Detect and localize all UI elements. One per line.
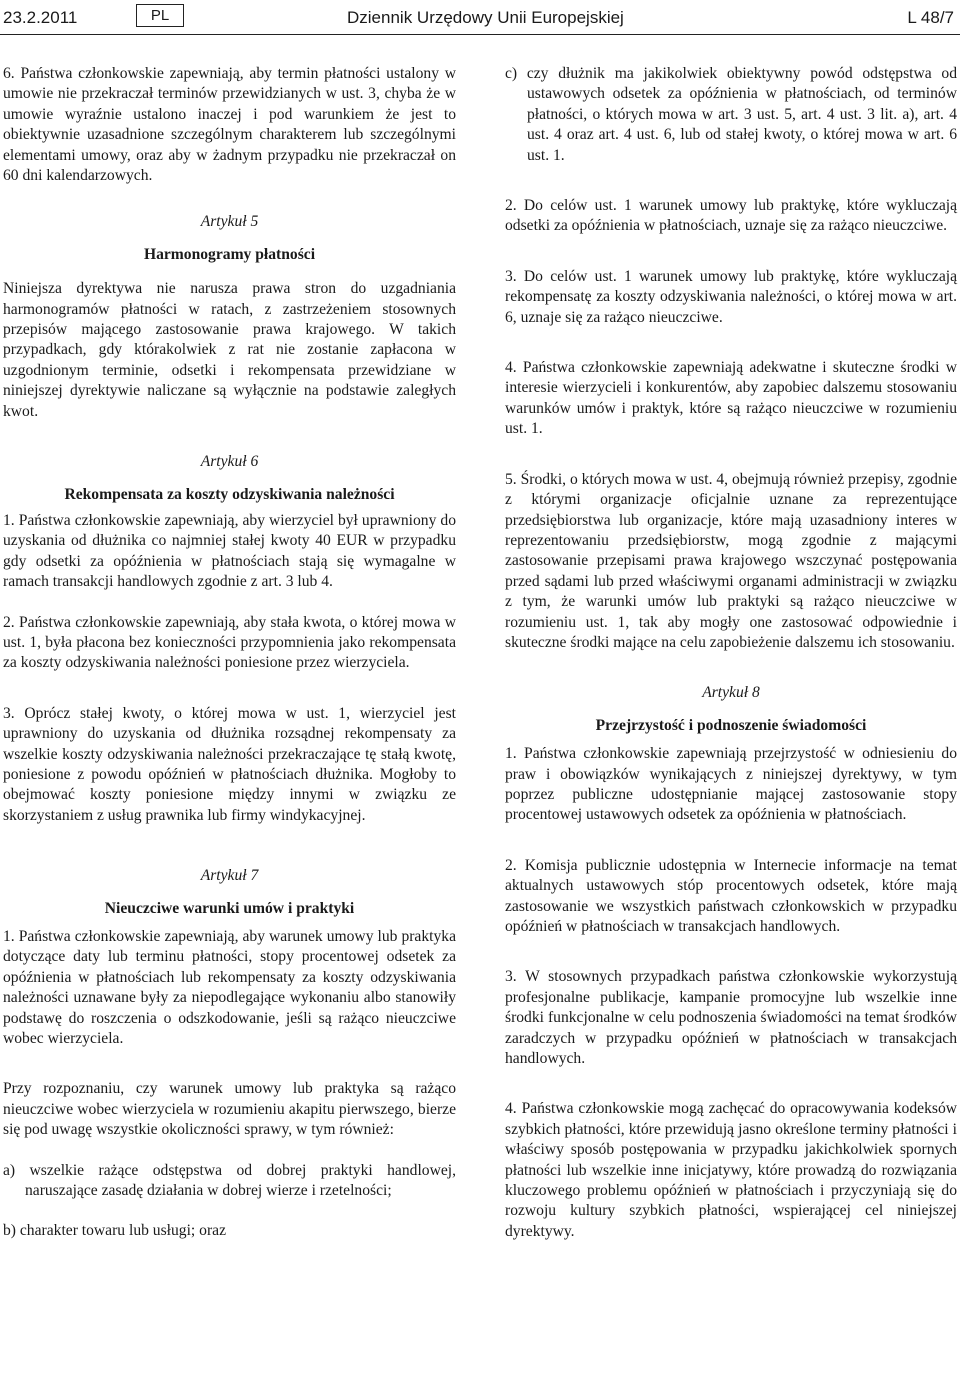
article-5-number: Artykuł 5 (200, 213, 259, 231)
article-8-paragraph-4: 4. Państwa członkowskie mogą zachęcać do opracowywania kodeksów szybkich płatności, które przewidują jasno określone terminy płatności i właściwy sposób postępowania w przypadku jakichkolwiek spornych płatności lub wszelkie inne inicjatywy, które prowadzą do rozwiązania kluczowego problemu opóźnień w płatnościach i przyczyniają się do rozwoju kultury szybkich płatności, wspierającej cel niniejszej dyrektywy. (505, 1100, 957, 1240)
article-5-paragraph: Niniejsza dyrektywa nie narusza prawa stron do uzgadniania harmonogramów płatności w ratach, z zastrzeżeniem stosownych przepisów mającego zastosowanie prawa krajowego. W takich przypadkach, gdy którakolwiek z rat nie zostanie zapłacona w uzgodnionym terminie, odsetki i rekompensata przewidziane w niniejszej dyrektywie naliczane są wyłącznie na podstawie zaległych kwot. (3, 280, 456, 420)
article-7-item-a: a) wszelkie rażące odstępstwa od dobrej praktyki handlowej, naruszające zasadę działania w dobrej wierze i rzetelności; (3, 1161, 456, 1200)
page-number: L 48/7 (907, 8, 954, 27)
left-column (3, 64, 456, 1242)
article-6-paragraph-1: 1. Państwa członkowskie zapewniają, aby wierzyciel był uprawniony do uzyskania od dłużnika co najmniej stałej kwoty 40 EUR w przypadku gdy odsetki za opóźnienia w płatnościach stają się wymagalne w ramach transakcji handlowych zgodnie z art. 3 lub 4. (3, 511, 456, 591)
article-6-paragraph-3: 3. Oprócz stałej kwoty, o której mowa w ust. 1, wierzyciel jest uprawniony do uzyskania od dłużnika rozsądnej rekompensaty za wszelkie koszty odzyskiwania należności przekraczające tę stałą kwotę, poniesione z powodu opóźnień w płatnościach dłużnika. Mogłoby to obejmować koszty poniesione między innymi w związku ze skorzystaniem z usług prawnika lub firmy windykacyjnej. (3, 704, 456, 824)
article-7-paragraph-5: 5. Środki, o których mowa w ust. 4, obejmują również przepisy, zgodnie z którymi organizacje oficjalnie uznane za reprezentujące przedsiębiorstwa lub organizacje, które mają uzasadniony interes w reprezentowaniu przedsiębiorstw, mogą zgodnie z mającymi zastosowanie przepisami prawa krajowego wszczynać postępowania przed sądami lub przed właściwymi organami administracji w związku z tym, że warunki umów lub praktyki są rażąco nieuczciwe w rozumieniu ust. 1, tak aby mogły one zastosować odpowiednie i skuteczne środki mające na celu zapobieżenie dalszemu ich stosowaniu. (505, 470, 957, 651)
article-7-paragraph-2: 2. Do celów ust. 1 warunek umowy lub praktykę, które wykluczają odsetki za opóźnienia w płatnościach, uznaje się za rażąco nieuczciwe. (505, 197, 957, 235)
article-8-paragraph-2: 2. Komisja publicznie udostępnia w Internecie informacje na temat aktualnych ustawowych stóp procentowych odsetek, które mają zastosowanie we wszystkich państwach członkowskich w przypadku opóźnień w płatnościach w transakcjach handlowych. (505, 856, 957, 935)
article-8-paragraph-3: 3. W stosownych przypadkach państwa członkowskie wykorzystują profesjonalne publikacje, kampanie promocyjne lub wszelkie inne środki funkcjonalne w celu podnoszenia świadomości na temat środków zaradczych w przypadku opóźnień w płatnościach w transakcjach handlowych. (505, 968, 957, 1068)
article-7-item-c: c) czy dłużnik ma jakikolwiek obiektywny powód odstępstwa od ustawowych odsetek za opóźnienia w płatnościach, od terminów płatności, o których mowa w art. 3 ust. 5, art. 4 ust. 3 lit. a), art. 4 ust. 4 oraz art. 4 ust. 6, lub od stałej kwoty, o której mowa w art. 6 ust. 1. (505, 65, 957, 164)
article-8-paragraph-1: 1. Państwa członkowskie zapewniają przejrzystość w odniesieniu do praw i obowiązków wynikających z niniejszej dyrektywy, w tym poprzez publiczne udostępnianie mającej zastosowanie stopy procentowej ustawowych odsetek za opóźnienia w płatnościach. (505, 745, 957, 824)
article-7-title: Nieuczciwe warunki umów i praktyki (104, 899, 355, 917)
article-6-paragraph-2: 2. Państwa członkowskie zapewniają, aby stała kwota, o której mowa w ust. 1, była płacona bez konieczności przypomnienia jako rekompensata za koszty odzyskiwania należności poniesione przez wierzyciela. (3, 613, 456, 672)
article-7-number: Artykuł 7 (200, 867, 259, 885)
article-6-title: Rekompensata za koszty odzyskiwania należności (64, 485, 395, 503)
language-code-box: PL (136, 4, 184, 27)
article-7-paragraph-1: 1. Państwa członkowskie zapewniają, aby warunek umowy lub praktyka dotyczące daty lub terminu płatności, stopy procentowej odsetek za opóźnienia w płatnościach lub rekompensaty za koszty odzyskiwania należności uznawane były za niepodlegające wykonaniu albo stanowiły podstawę do roszczenia o odszkodowanie, jeśli są rażąco nieuczciwe wobec wierzyciela. (3, 928, 456, 1048)
journal-title: Dziennik Urzędowy Unii Europejskiej (347, 8, 624, 27)
article-8-number: Artykuł 8 (702, 684, 760, 702)
art4-paragraph-6: 6. Państwa członkowskie zapewniają, aby termin płatności ustalony w umowie nie przekraczał terminów przewidzianych w ust. 3, chyba że w umowie wyraźnie ustalono inaczej i pod warunkiem że jest to obiektywnie uzasadnione szczególnym charakterem lub szczególnymi elementami umowy, oraz aby w żadnym przypadku nie przekraczał on 60 dni kalendarzowych. (3, 65, 456, 185)
article-7-paragraph-3: 3. Do celów ust. 1 warunek umowy lub praktykę, które wykluczają rekompensatę za koszty odzyskiwania należności, o której mowa w art. 6, uznaje się za rażąco nieuczciwe. (505, 267, 957, 326)
article-7-item-b: b) charakter towaru lub usługi; oraz (3, 1222, 226, 1240)
article-5-title: Harmonogramy płatności (143, 245, 316, 263)
publication-date: 23.2.2011 (3, 8, 78, 27)
article-7-paragraph-4: 4. Państwa członkowskie zapewniają adekwatne i skuteczne środki w interesie wierzycieli i konkurentów, aby zapobiec dalszemu stosowaniu warunków umów i praktyk, które są rażąco nieuczciwe w rozumieniu ust. 1. (505, 359, 957, 438)
page-header (0, 4, 960, 34)
header-rule (0, 34, 960, 35)
article-6-number: Artykuł 6 (200, 453, 259, 471)
article-7-paragraph-1-subparagraph: Przy rozpoznaniu, czy warunek umowy lub praktyka są rażąco nieuczciwe wobec wierzyciela w rozumieniu akapitu pierwszego, bierze się pod uwagę wszystkie okoliczności sprawy, w tym również: (3, 1080, 456, 1139)
right-column (505, 64, 957, 1242)
article-8-title: Przejrzystość i podnoszenie świadomości (595, 716, 867, 734)
